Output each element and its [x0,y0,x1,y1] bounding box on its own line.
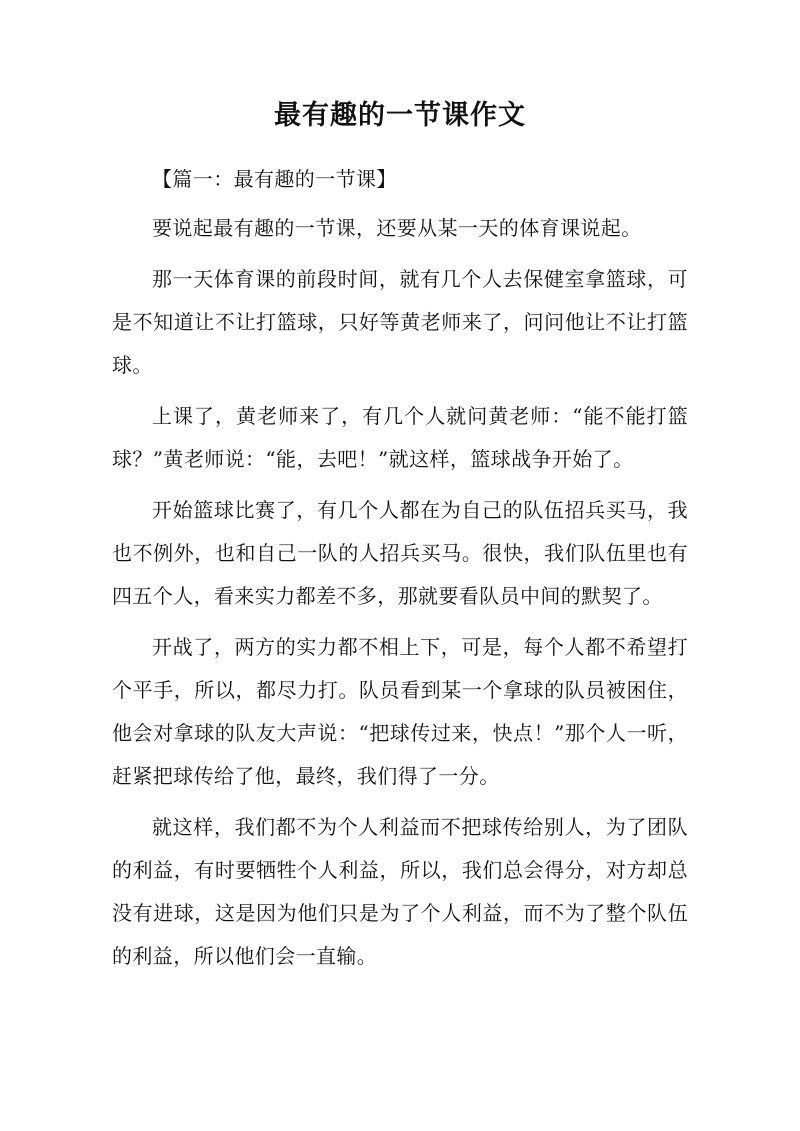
paragraph-1: 要说起最有趣的一节课，还要从某一天的体育课说起。 [152,216,642,240]
page-title: 最有趣的一节课作文 [274,100,526,131]
paragraph-6: 就这样，我们都不为个人利益而不把球传给别人，为了团队的利益，有时要牺牲个人利益，所以，我们总会得分，对方却总没有进球，这是因为他们只是为了个人利益，而不为了整个队伍的利益，所以他们会一直输。 [112,815,688,968]
paragraph-4: 开始篮球比赛了，有几个人都在为自己的队伍招兵买马，我也不例外，也和自己一队的人招兵买马。很快，我们队伍里也有四五个人，看来实力都差不多，那就要看队员中间的默契了。 [112,498,688,608]
paragraph-2: 那一天体育课的前段时间，就有几个人去保健室拿篮球，可是不知道让不让打篮球，只好等黄老师来了，问问他让不让打篮球。 [112,267,688,377]
paragraph-5: 开战了，两方的实力都不相上下，可是，每个人都不希望打个平手，所以，都尽力打。队员看到某一个拿球的队员被困住，他会对拿球的队友大声说：“把球传过来，快点！”那个人一听，赶紧把球传给了他，最终，我们得了一分。 [112,635,688,788]
section-heading: 【篇一：最有趣的一节课】 [152,167,397,191]
paragraph-3: 上课了，黄老师来了，有几个人就问黄老师：“能不能打篮球？”黄老师说：“能，去吧！”就这样，篮球战争开始了。 [112,404,688,471]
